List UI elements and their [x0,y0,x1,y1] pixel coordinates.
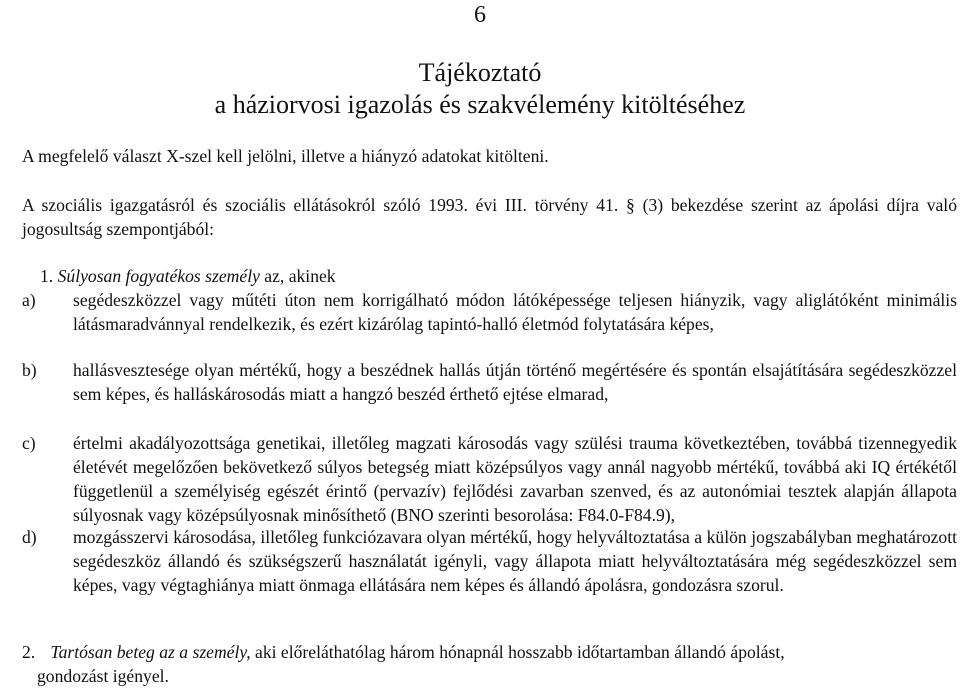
section-1-heading [40,264,336,288]
list-marker: d) [22,527,37,547]
list-item [22,431,957,527]
list-item-text: hallásvesztesége olyan mértékű, hogy a beszédnek hallás útján történő megértésére és spontán elsajátítására segédeszközzel sem képes, és halláskárosodás miatt a hangzó beszéd érthető ejtése elmarad, [73,360,957,404]
intro-paragraph: A megfelelő választ X-szel kell jelölni, illetve a hiányzó adatokat kitölteni. [22,146,549,166]
list-item-text: mozgásszervi károsodása, illetőleg funkciózavara olyan mértékű, hogy helyváltoztatása a külön jogszabályban meghatározott segédeszköz állandó és szükségszerű használatát igényli, vagy állapota miatt helyváltoztatására még segédeszközzel sem képes, vagy végtaghiánya miatt önmaga ellátására nem képes és állandó ápolásra, gondozásra szorul. [73,527,957,595]
list-marker: a) [22,290,36,310]
page-number: 6 [474,2,486,28]
document-title: Tájékoztató [418,58,542,87]
list-marker: b) [22,360,37,380]
document-subtitle: a háziorvosi igazolás és szakvélemény kitöltéséhez [214,90,746,119]
section-2-text-continued: gondozást igényel. [37,666,169,686]
section-2-text: aki előreláthatólag három hónapnál hosszabb időtartamban állandó ápolást, [250,642,785,662]
section-1-number: 1. [40,266,54,286]
list-item [22,358,957,406]
law-paragraph: A szociális igazgatásról és szociális ellátásokról szóló 1993. évi III. törvény 41. § (3) bekezdése szerint az ápolási díjra való jogosultság szempontjából: [22,195,957,239]
section-2-term: Tartósan beteg az a személy, [50,642,251,662]
list-item-text: segédeszközzel vagy műtéti úton nem korrigálható módon látóképessége teljesen hiányzik, vagy aliglátóként minimális látásmaradvánnyal rendelkezik, és ezért kizárólag tapintó-halló életmód folytatására képes, [73,290,957,334]
section-1-heading-rest: az, akinek [259,266,336,286]
list-marker: c) [22,433,36,453]
list-item [22,525,957,597]
list-item [22,288,957,336]
list-item-text: értelmi akadályozottsága genetikai, illetőleg magzati károsodás vagy szülési trauma következtében, továbbá tizennegyedik életévét megelőzően bekövetkező súlyos betegség miatt középsúlyos vagy annál nagyobb mértékű, továbbá aki IQ értékétől függetlenül a személyiség egészét érintő (pervazív) fejlődési zavarban szenved, és az autonómiai tesztek alapján állapota súlyosnak vagy középsúlyosnak minősíthető (BNO szerinti besorolása: F84.0-F84.9), [73,433,957,525]
section-1-term: Súlyosan fogyatékos személy [57,266,260,286]
section-2-number: 2. [22,642,36,662]
section-2 [22,640,957,688]
